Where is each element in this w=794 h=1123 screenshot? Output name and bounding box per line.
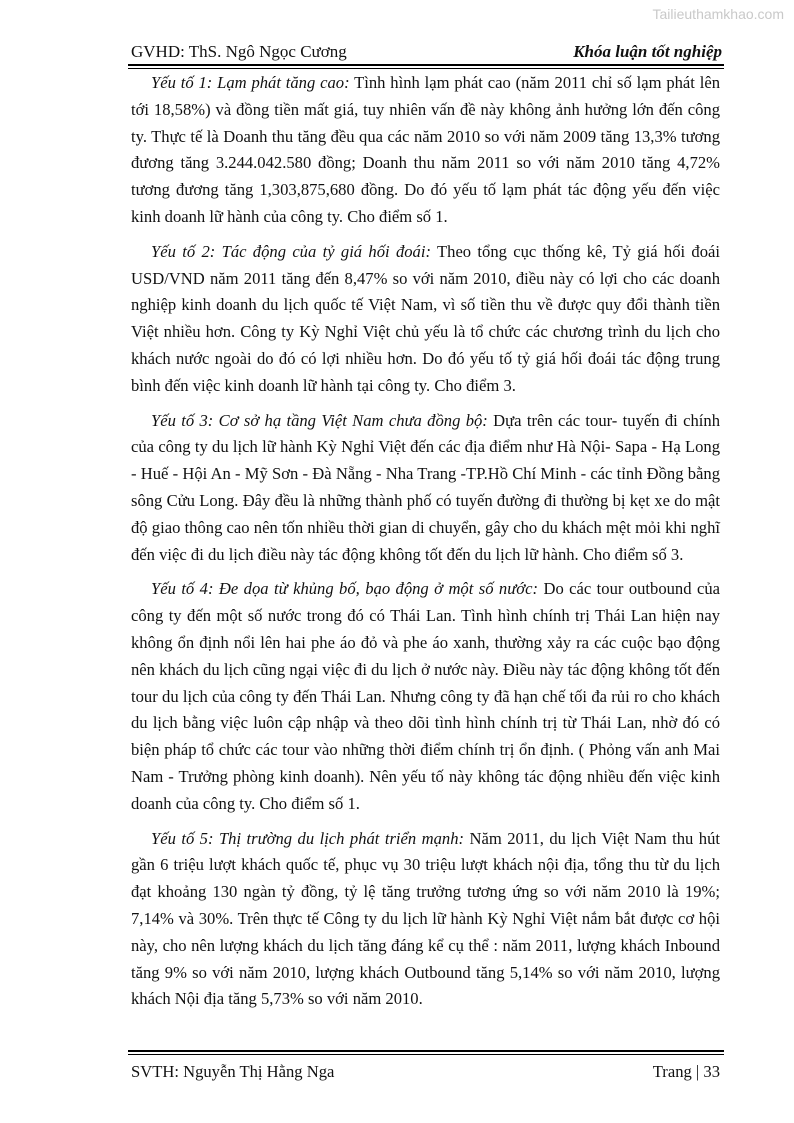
factor-3-heading: Yếu tố 3: Cơ sở hạ tầng Việt Nam chưa đồng bộ: [151, 410, 488, 430]
header-divider [128, 64, 724, 69]
factor-1-heading: Yếu tố 1: Lạm phát tăng cao: [151, 73, 350, 92]
factor-5-text: Năm 2011, du lịch Việt Nam thu hút gần 6 triệu lượt khách quốc tế, phục vụ 30 triệu lượt khách nội địa, tổng thu từ du lịch đạt khoảng 130 ngàn tỷ đồng, tỷ lệ tăng trưởng tương ứng so với năm 2010 là 19%; 7,14% và 30%. Trên thực tế Công ty du lịch lữ hành Kỳ Nghỉ Việt nắm bắt được cơ hội này, cho nên lượng khách du lịch tăng đáng kể cụ thể : năm 2011, lượng khách Inbound tăng 9% so với năm 2010, lượng khách Outbound tăng 5,14% so với năm 2010, lượng khách Nội địa tăng 5,73% so với năm 2010. [131, 828, 720, 1009]
page-footer [131, 1062, 720, 1082]
paragraph-factor-1 [131, 70, 720, 231]
factor-3-text: Dựa trên các tour- tuyến đi chính của công ty du lịch lữ hành Kỳ Nghỉ Việt đến các địa điểm như Hà Nội- Sapa - Hạ Long - Huế - Hội An - Mỹ Sơn - Đà Nẵng - Nha Trang -TP.Hồ Chí Minh - các tỉnh Đồng bằng sông Cửu Long. Đây đều là những thành phố có tuyến đường đi thường bị kẹt xe do mật độ giao thông cao nên tốn nhiều thời gian di chuyển, gây cho du khách mệt mỏi khi nghĩ đến việc đi du lịch điều này tác động không tốt đến du lịch lữ hành. Cho điểm số 3. [131, 410, 720, 564]
factor-4-heading: Yếu tố 4: Đe dọa từ khủng bố, bạo động ở một số nước: [151, 579, 539, 599]
factor-5-heading: Yếu tố 5: Thị trường du lịch phát triển mạnh: [151, 828, 465, 848]
factor-4-text: Do các tour outbound của công ty đến một số nước trong đó có Thái Lan. Tình hình chính trị Thái Lan hiện nay không ổn định nổi lên hai phe áo đỏ và phe áo xanh, thường xảy ra các cuộc bạo động nên khách du lịch cũng ngại việc đi du lịch ở nước này. Điều này tác động không tốt đến tour du lịch của công ty đến Thái Lan. Nhưng công ty đã hạn chế tối đa rủi ro cho khách du lịch bằng việc luôn cập nhập và theo dõi tình hình chính trị từ Thái Lan, nhờ đó có biện pháp tổ chức các tour vào những thời điểm chính trị ổn định. ( Phỏng vấn anh Mai Nam - Trưởng phòng kinh doanh). Nên yếu tố này không tác động nhiều đến việc kinh doanh của công ty. Cho điểm số 1. [131, 579, 720, 813]
page-number: Trang | 33 [652, 1062, 720, 1081]
document-body [131, 70, 720, 1021]
paragraph-factor-3 [131, 408, 720, 569]
paragraph-factor-5 [131, 826, 720, 1014]
factor-1-text: Tình hình lạm phát cao (năm 2011 chỉ số lạm phát lên tới 18,58%) và đồng tiền mất giá, tuy nhiên vấn đề này không ảnh hưởng lớn đến công ty. Thực tế là Doanh thu tăng đều qua các năm 2010 so với năm 2009 tăng 13,3% tương đương tăng 3.244.042.580 đồng; Doanh thu năm 2011 so với năm 2010 tăng 4,72% tương đương tăng 1,303,875,680 đồng. Do đó yếu tố lạm phát tác động yếu đến việc kinh doanh lữ hành của công ty. Cho điểm số 1. [131, 73, 721, 226]
footer-divider [128, 1050, 724, 1055]
factor-2-heading: Yếu tố 2: Tác động của tỷ giá hối đoái: [151, 241, 431, 261]
header-doc-title: Khóa luận tốt nghiệp [573, 42, 722, 61]
watermark: Tailieuthamkhao.com [652, 6, 784, 22]
page-header [131, 26, 722, 62]
header-advisor: GVHD: ThS. Ngô Ngọc Cương [131, 42, 347, 61]
paragraph-factor-4 [131, 576, 720, 817]
factor-2-text: Theo tổng cục thống kê, Tỷ giá hối đoái USD/VND năm 2011 tăng đến 8,47% so với năm 2010, điều này có lợi cho các doanh nghiệp kinh doanh du lịch quốc tế Việt Nam, vì số tiền thu về được quy đổi thành tiền Việt nhiều hơn. Công ty Kỳ Nghỉ Việt chủ yếu là tổ chức các chương trình du lịch cho khách nước ngoài do đó có lợi nhiều hơn. Do đó yếu tố tỷ giá hối đoái tác động trung bình đến việc kinh doanh lữ hành tại công ty. Cho điểm 3. [131, 241, 721, 395]
paragraph-factor-2 [131, 239, 720, 400]
footer-student: SVTH: Nguyễn Thị Hằng Nga [131, 1062, 335, 1081]
